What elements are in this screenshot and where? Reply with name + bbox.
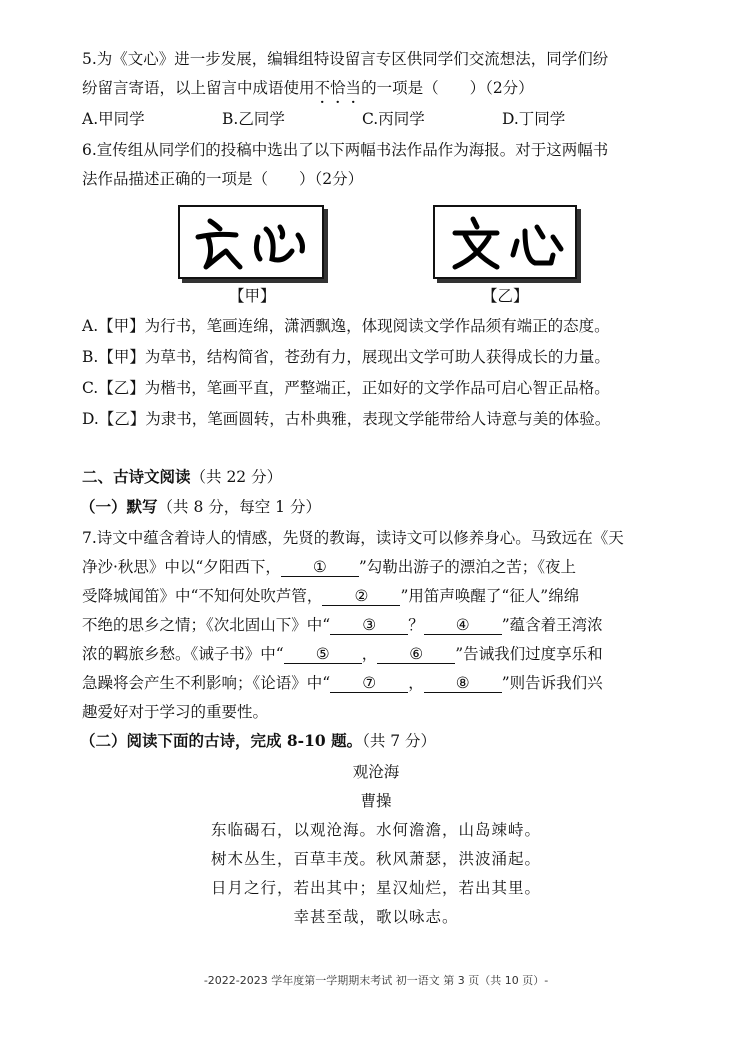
calligraphy-jia-label: 【甲】 (229, 287, 276, 305)
q7-blank-5[interactable]: ⑤ (284, 645, 362, 664)
q5-emph-char: 不 (314, 79, 331, 97)
poem-line: 幸甚至哉，歌以咏志。 (293, 908, 459, 926)
q7-text: ”用笛声唤醒了“征人”绵绵 (400, 587, 580, 605)
q6-line1: 6.宣传组从同学们的投稿中选出了以下两幅书法作品作为海报。对于这两幅书 (82, 141, 609, 159)
q5-line2-post: 的一项是（ ）（2分） (361, 79, 534, 97)
poem-line: 树木丛生，百草丰茂。秋风萧瑟，洪波涌起。 (210, 850, 541, 868)
q7-line1: 7.诗文中蕴含着诗人的情感，先贤的教诲，读诗文可以修养身心。马致远在《天 (82, 529, 624, 547)
q7-text: ， (408, 674, 424, 692)
section2-title: 二、古诗文阅读 (82, 467, 191, 486)
subsection1-title: （一）默写 (80, 497, 158, 516)
q5-line2 (82, 77, 534, 99)
q7-blank-4[interactable]: ④ (424, 616, 502, 635)
q7-text: ”蕴含着王湾浓 (501, 616, 603, 634)
q7-line5 (82, 643, 603, 665)
calligraphy-jia-image (178, 205, 324, 279)
page-footer: -2022-2023 学年度第一学期期末考试 初一语文 第 3 页（共 10 页）- (203, 974, 549, 987)
q6-option-d[interactable]: D.【乙】为隶书，笔画圆转，古朴典雅，表现文学能带给人诗意与美的体验。 (82, 410, 611, 428)
q7-blank-3[interactable]: ③ (330, 616, 408, 635)
subsection2-title: （二）阅读下面的古诗，完成 8-10 题。 (80, 731, 363, 750)
q7-text: ？ (408, 616, 424, 634)
q6-option-b[interactable]: B.【甲】为草书，结构简省，苍劲有力，展现出文学可助人获得成长的力量。 (82, 348, 610, 366)
q5-option-c[interactable]: C.丙同学 (362, 110, 425, 128)
q5-emph-char: 恰 (330, 79, 346, 97)
subsection1-score: （共 8 分，每空 1 分） (157, 498, 321, 516)
poem-author: 曹操 (360, 792, 392, 810)
q5-line1: 5.为《文心》进一步发展，编辑组特设留言专区供同学们交流想法，同学们纷 (82, 50, 609, 68)
subsection2-score: （共 7 分） (362, 732, 437, 750)
q7-text: ”勾勒出游子的漂泊之苦；《夜上 (358, 558, 577, 576)
q6-line2: 法作品描述正确的一项是（ ）（2分） (82, 170, 364, 188)
subsection2-heading (80, 730, 436, 752)
q7-text: 受降城闻笛》中“不知何处吹芦管， (82, 587, 323, 605)
section2-heading (82, 466, 282, 488)
q7-text: 净沙·秋思》中以“夕阳西下， (82, 558, 281, 576)
calligraphy-yi-image (433, 205, 577, 279)
q7-line6 (82, 672, 603, 694)
calligraphy-yi-art (435, 207, 575, 277)
q5-line2-pre: 纷留言寄语，以上留言中成语使用 (82, 79, 315, 97)
poem-line: 东临碣石，以观沧海。水何澹澹，山岛竦峙。 (210, 821, 541, 839)
q5-option-a[interactable]: A.甲同学 (82, 110, 145, 128)
q7-text: ”则告诉我们兴 (501, 674, 603, 692)
q7-text: ”告诫我们过度享乐和 (455, 645, 603, 663)
calligraphy-yi-label: 【乙】 (482, 287, 529, 305)
q5-options (82, 108, 565, 130)
q5-emph-char: 当 (345, 79, 362, 97)
calligraphy-jia-art (180, 207, 322, 277)
q6-option-a[interactable]: A.【甲】为行书，笔画连绵，潇洒飘逸，体现阅读文学作品须有端正的态度。 (82, 317, 610, 335)
poem-line: 日月之行，若出其中；星汉灿烂，若出其里。 (210, 879, 541, 897)
section2-score: （共 22 分） (190, 468, 283, 486)
q6-option-c[interactable]: C.【乙】为楷书，笔画平直，严整端正，正如好的文学作品可启心智正品格。 (82, 379, 610, 397)
q7-text: 急躁将会产生不利影响；《论语》中“ (82, 674, 331, 692)
q7-blank-7[interactable]: ⑦ (330, 674, 408, 693)
q7-line3 (82, 585, 579, 607)
q7-text: ， (361, 645, 378, 663)
q7-text: 浓的羁旅乡愁。《诫子书》中“ (82, 645, 284, 663)
q7-line4 (82, 614, 603, 636)
subsection1-heading (80, 496, 321, 518)
q7-blank-8[interactable]: ⑧ (424, 674, 502, 693)
q7-line7: 趣爱好对于学习的重要性。 (82, 703, 269, 721)
q5-option-b[interactable]: B.乙同学 (222, 110, 285, 128)
q5-option-d[interactable]: D.丁同学 (502, 110, 566, 128)
poem-title: 观沧海 (352, 763, 400, 781)
q7-blank-1[interactable]: ① (281, 558, 359, 577)
q7-blank-6[interactable]: ⑥ (377, 645, 455, 664)
q7-line2 (82, 556, 576, 578)
q7-text: 不绝的思乡之情；《次北固山下》中“ (82, 616, 331, 634)
q7-blank-2[interactable]: ② (322, 587, 400, 606)
